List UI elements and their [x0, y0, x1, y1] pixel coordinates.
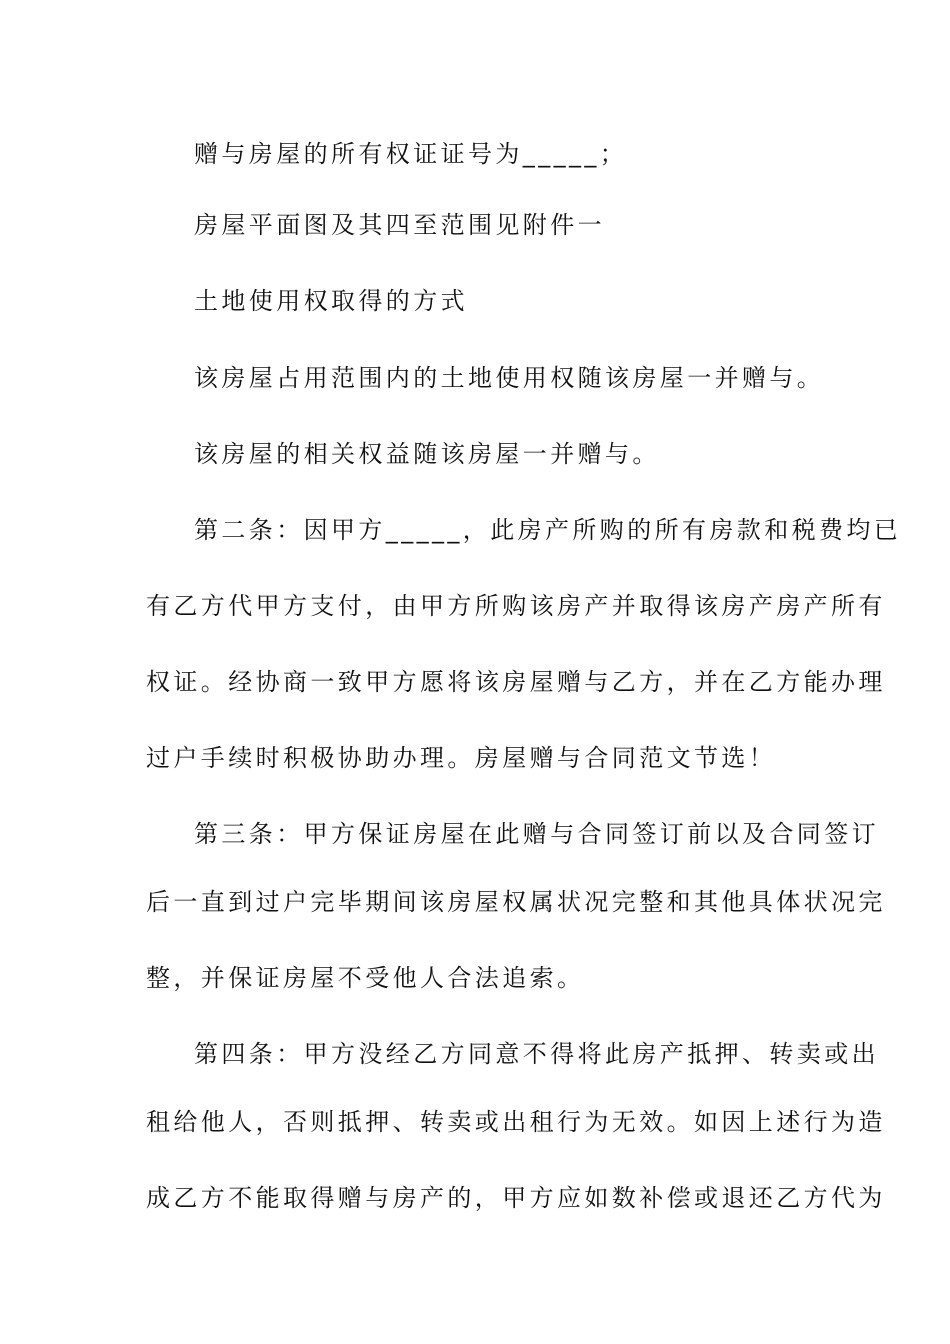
text-line-article-three-cont1: 后一直到过户完毕期间该房屋权属状况完整和其他具体状况完: [146, 888, 886, 916]
text-line-article-four-start: 第四条：甲方没经乙方同意不得将此房产抵押、转卖或出: [194, 1040, 879, 1068]
text-line-article-four-cont2: 成乙方不能取得赠与房产的，甲方应如数补偿或退还乙方代为: [146, 1184, 886, 1212]
text-line-land-use-gift: 该房屋占用范围内的土地使用权随该房屋一并赠与。: [194, 364, 825, 392]
text-line-article-four-cont1: 租给他人，否则抵押、转卖或出租行为无效。如因上述行为造: [146, 1108, 886, 1136]
text-line-article-three-cont2: 整，并保证房屋不受他人合法追索。: [146, 964, 585, 992]
text-line-article-two-cont1: 有乙方代甲方支付，由甲方所购该房产并取得该房产房产所有: [146, 592, 886, 620]
text-line-certificate-number: 赠与房屋的所有权证证号为_____；: [194, 140, 628, 168]
text-line-floor-plan: 房屋平面图及其四至范围见附件一: [194, 211, 605, 239]
text-line-article-two-start: 第二条：因甲方_____，此房产所购的所有房款和税费均已: [194, 516, 902, 544]
text-line-rights-gift: 该房屋的相关权益随该房屋一并赠与。: [194, 440, 660, 468]
text-line-land-use-method: 土地使用权取得的方式: [194, 287, 468, 315]
text-line-article-two-cont2: 权证。经协商一致甲方愿将该房屋赠与乙方，并在乙方能办理: [146, 668, 886, 696]
text-line-article-two-cont3: 过户手续时积极协助办理。房屋赠与合同范文节选！: [146, 744, 777, 772]
text-line-article-three-start: 第三条：甲方保证房屋在此赠与合同签订前以及合同签订: [194, 820, 879, 848]
